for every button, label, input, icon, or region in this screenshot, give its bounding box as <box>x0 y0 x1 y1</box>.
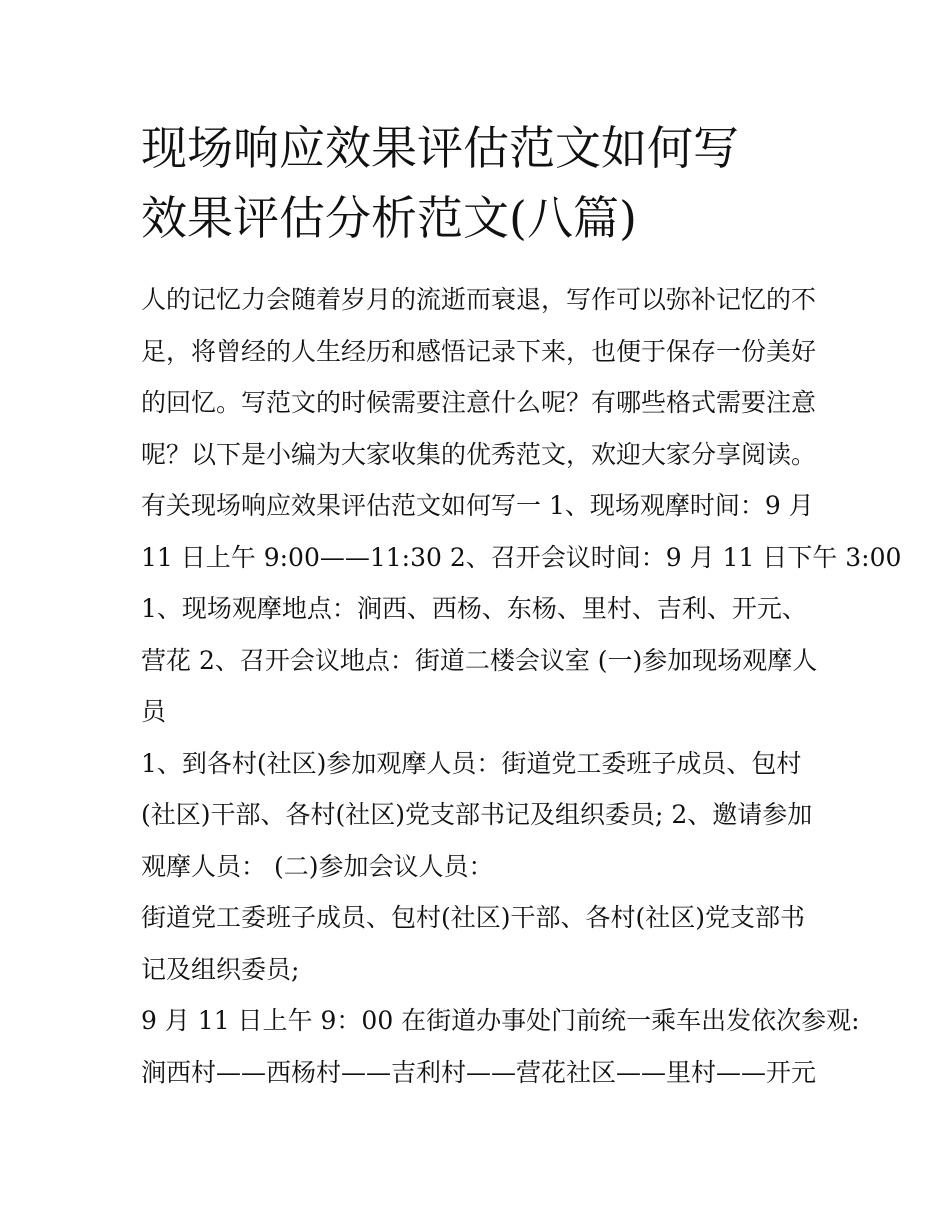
body-line: 涧西村——西杨村——吉利村——营花社区——里村——开元 <box>141 1057 817 1087</box>
body-line: 有关现场响应效果评估范文如何写一 1、现场观摩时间：9 月 <box>141 491 814 520</box>
body-line: 记及组织委员; <box>141 954 300 984</box>
body-line: 足，将曾经的人生经历和感悟记录下来，也便于保存一份美好 <box>141 336 817 366</box>
body-line: 呢？以下是小编为大家收集的优秀范文，欢迎大家分享阅读。 <box>141 439 817 469</box>
body-line: 员 <box>141 697 167 726</box>
body-line: 1、现场观摩地点：涧西、西杨、东杨、里村、吉利、开元、 <box>141 594 807 623</box>
body-line: 9 月 11 日上午 9：00 在街道办事处门前统一乘车出发依次参观: <box>141 1006 860 1035</box>
title-line: 效果评估分析范文(八篇) <box>141 191 637 245</box>
body-line: 观摩人员： (二)参加会议人员： <box>141 851 494 881</box>
body-line: 人的记忆力会随着岁月的流逝而衰退，写作可以弥补记忆的不 <box>141 285 817 314</box>
document-title <box>141 113 821 253</box>
body-line: 11 日上午 9:00——11:30 2、召开会议时间：9 月 11 日下午 3:00 <box>141 542 902 572</box>
body-line: 街道党工委班子成员、包村(社区)干部、各村(社区)党支部书 <box>141 903 806 932</box>
body-line: 营花 2、召开会议地点：街道二楼会议室 (一)参加现场观摩人 <box>141 645 818 675</box>
body-line: 1、到各村(社区)参加观摩人员：街道党工委班子成员、包村 <box>141 748 802 778</box>
body-line: 的回忆。写范文的时候需要注意什么呢？有哪些格式需要注意 <box>141 388 817 417</box>
body-line: (社区)干部、各村(社区)党支部书记及组织委员; 2、邀请参加 <box>141 800 813 829</box>
title-line: 现场响应效果评估范文如何写 <box>141 121 739 175</box>
document-body <box>141 274 902 1098</box>
